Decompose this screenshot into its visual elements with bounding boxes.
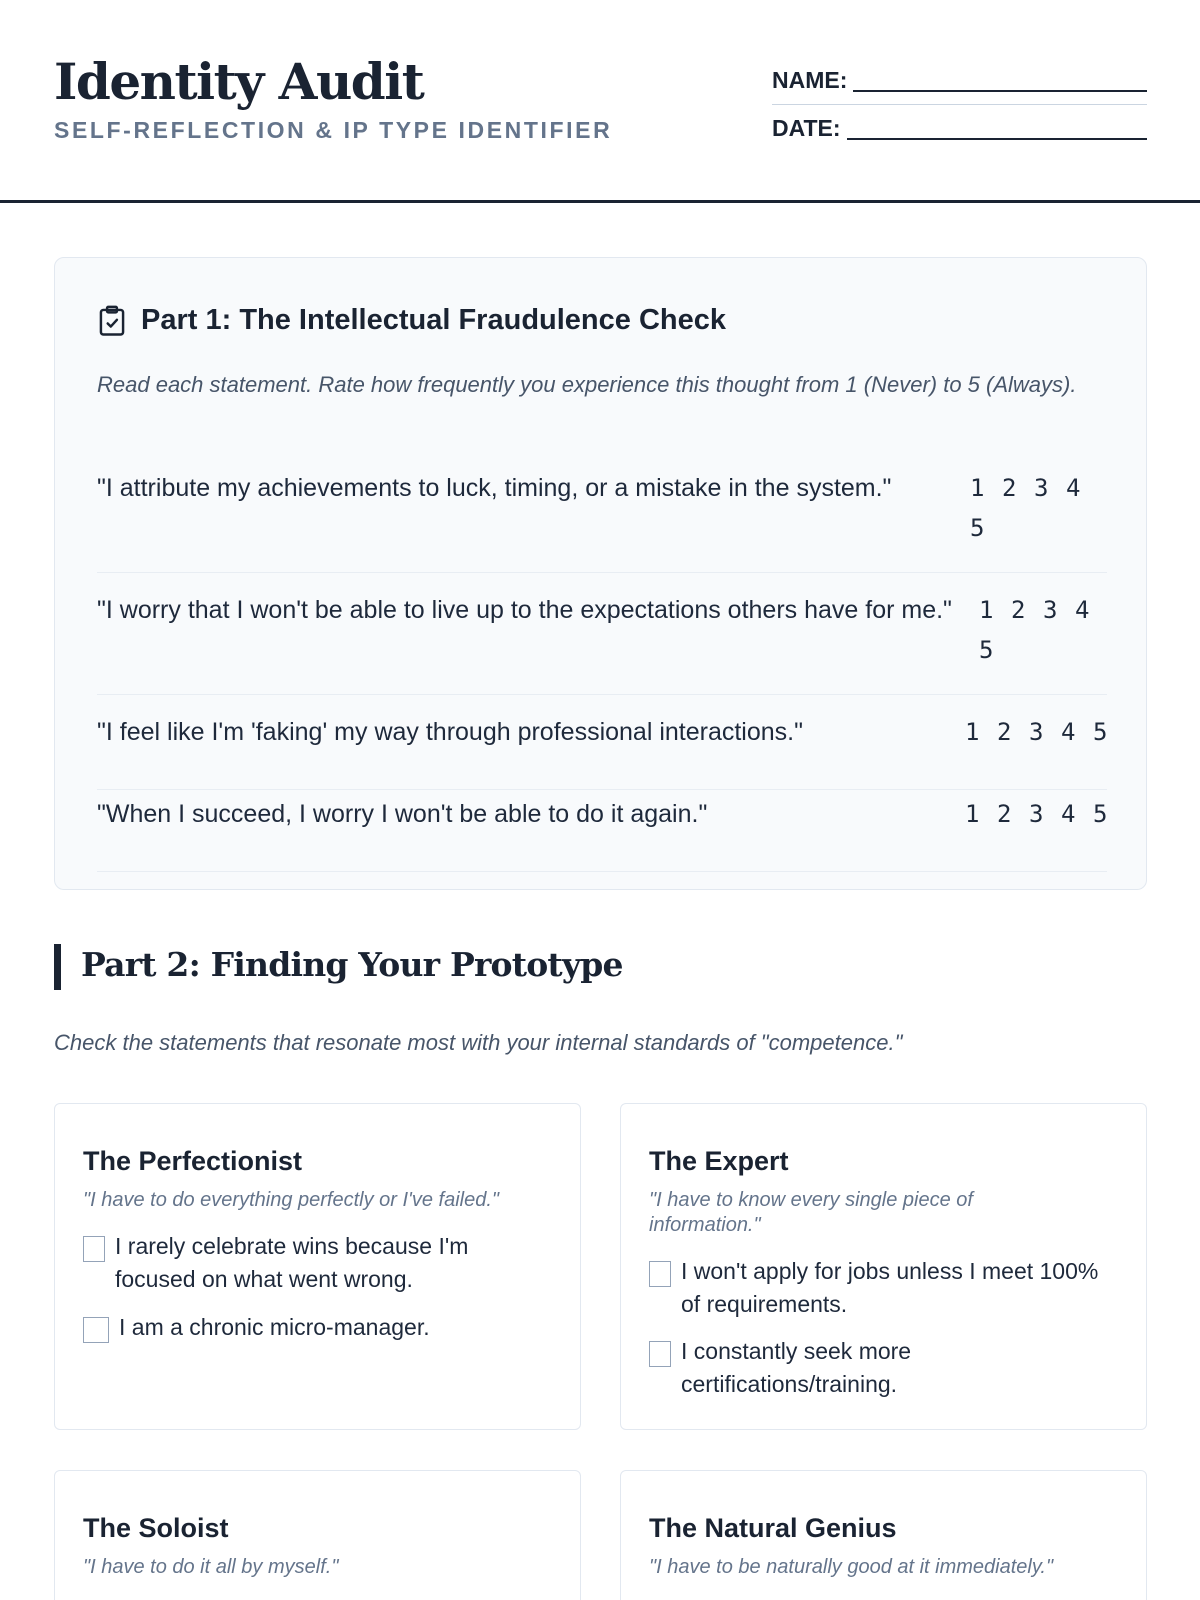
rating-option[interactable]: 1 (979, 596, 994, 624)
part1-section (54, 257, 1147, 890)
statement-row (97, 712, 1107, 790)
statement-row (97, 468, 1107, 573)
prototype-card-soloist (54, 1470, 581, 1600)
checklist-item-label: I am a chronic micro-manager. (119, 1314, 430, 1340)
section-accent-bar (54, 944, 61, 990)
checklist-item-label: I constantly seek more certifications/training. (681, 1338, 912, 1397)
rating-option[interactable]: 2 (1002, 474, 1017, 502)
rating-option[interactable]: 4 (1061, 718, 1076, 746)
rating-scale[interactable] (970, 468, 1110, 548)
part2-title: Part 2: Finding Your Prototype (81, 945, 623, 984)
rating-option[interactable]: 5 (1093, 718, 1108, 746)
rating-option[interactable]: 3 (1043, 596, 1058, 624)
checkbox[interactable] (83, 1317, 109, 1343)
rating-option[interactable]: 1 (965, 718, 980, 746)
card-title: The Natural Genius (649, 1513, 897, 1543)
rating-option[interactable]: 4 (1075, 596, 1090, 624)
statement-text: "I feel like I'm 'faking' my way through professional interactions." (97, 718, 803, 746)
checkbox[interactable] (649, 1261, 671, 1287)
date-input-line[interactable] (847, 110, 1147, 140)
checkbox[interactable] (83, 1236, 105, 1262)
part1-title: Part 1: The Intellectual Fraudulence Check (141, 304, 726, 336)
rating-option[interactable]: 5 (1093, 800, 1108, 828)
statement-text: "I worry that I won't be able to live up to the expectations others have for me." (97, 596, 952, 624)
card-quote: "I have to do it all by myself." (83, 1556, 339, 1578)
rating-option[interactable]: 1 (970, 474, 985, 502)
card-title: The Soloist (83, 1513, 229, 1543)
page-subtitle: SELF-REFLECTION & IP TYPE IDENTIFIER (54, 117, 613, 143)
rating-option[interactable]: 2 (997, 718, 1012, 746)
checklist-item[interactable] (83, 1311, 543, 1344)
part1-heading (97, 304, 726, 337)
prototype-card-perfectionist (54, 1103, 581, 1430)
checklist-item[interactable] (649, 1335, 1109, 1401)
card-quote: "I have to know every single piece of information." (649, 1189, 973, 1236)
rating-option[interactable]: 3 (1029, 718, 1044, 746)
rating-scale[interactable] (965, 712, 1125, 752)
name-label: NAME: (772, 67, 848, 93)
rating-option[interactable]: 2 (997, 800, 1012, 828)
statement-text: "I attribute my achievements to luck, timing, or a mistake in the system." (97, 474, 892, 502)
rating-option[interactable]: 4 (1061, 800, 1076, 828)
part1-instructions: Read each statement. Rate how frequently you experience this thought from 1 (Never) to 5 (Always). (97, 372, 1077, 397)
checklist-item[interactable] (83, 1230, 543, 1296)
rating-scale[interactable] (979, 590, 1107, 670)
checklist-item-label: I rarely celebrate wins because I'm focused on what went wrong. (115, 1233, 469, 1292)
card-title: The Expert (649, 1146, 789, 1176)
prototype-card-natural-genius (620, 1470, 1147, 1600)
prototype-card-expert (620, 1103, 1147, 1430)
checkbox[interactable] (649, 1341, 671, 1367)
page-header (0, 0, 1200, 203)
date-field[interactable] (772, 106, 1147, 146)
rating-option[interactable]: 2 (1011, 596, 1026, 624)
card-quote: "I have to do everything perfectly or I've failed." (83, 1189, 500, 1211)
card-title: The Perfectionist (83, 1146, 303, 1176)
page-title: Identity Audit (54, 52, 424, 111)
card-quote: "I have to be naturally good at it immediately." (649, 1556, 1054, 1578)
rating-option[interactable]: 3 (1034, 474, 1049, 502)
statement-text: "When I succeed, I worry I won't be able to do it again." (97, 800, 708, 828)
statement-row (97, 590, 1107, 695)
part2-instructions: Check the statements that resonate most with your internal standards of "competence." (54, 1030, 903, 1055)
date-label: DATE: (772, 115, 841, 141)
checklist-item-label: I won't apply for jobs unless I meet 100% of requirements. (681, 1258, 1099, 1317)
name-input-line[interactable] (853, 62, 1147, 92)
rating-option[interactable]: 4 (1066, 474, 1081, 502)
name-field[interactable] (772, 58, 1147, 98)
rating-option[interactable]: 5 (970, 514, 985, 542)
rating-option[interactable]: 3 (1029, 800, 1044, 828)
clipboard-check-icon (97, 305, 127, 337)
rating-scale[interactable] (965, 794, 1125, 834)
rating-option[interactable]: 5 (979, 636, 994, 664)
rating-option[interactable]: 1 (965, 800, 980, 828)
field-divider (772, 104, 1147, 105)
statement-row (97, 794, 1107, 872)
checklist-item[interactable] (649, 1255, 1109, 1321)
